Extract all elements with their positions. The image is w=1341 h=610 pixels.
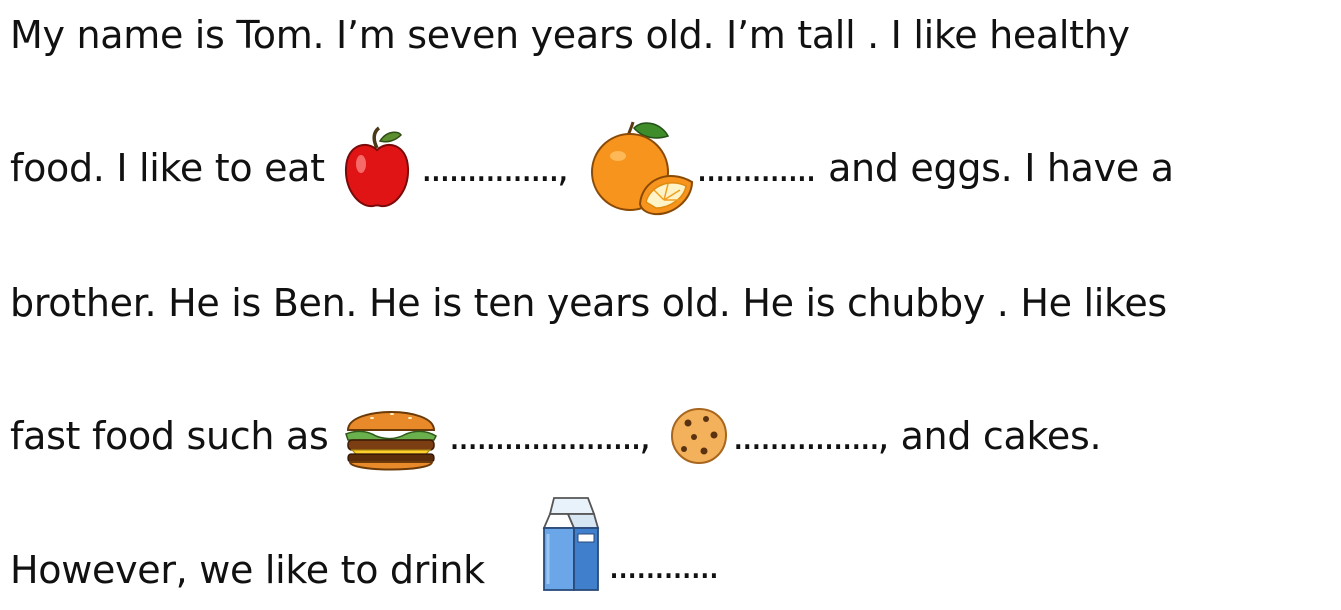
- sentence-line-3: [10, 263, 1333, 343]
- fill-in-blank-2[interactable]: .............: [696, 146, 815, 190]
- fill-in-blank-5[interactable]: ............: [608, 543, 717, 587]
- line-4-end: and cakes.: [900, 414, 1102, 458]
- milk-carton-icon: [538, 494, 604, 594]
- orange-icon: [588, 118, 696, 218]
- sentence-line-2: [10, 128, 1333, 208]
- fill-in-blank-4[interactable]: ................,: [732, 414, 887, 458]
- fill-in-blank-1[interactable]: ...............,: [420, 146, 567, 190]
- line-2-end: and eggs. I have a: [828, 146, 1174, 190]
- sentence-line-4: [10, 396, 1333, 476]
- hamburger-icon: [342, 396, 440, 476]
- line-5-start: However, we like to drink: [10, 548, 485, 592]
- apple-icon: [343, 126, 411, 210]
- sentence-line-1: [10, 0, 1333, 75]
- line-2-start: food. I like to eat: [10, 146, 325, 190]
- line-4-start: fast food such as: [10, 414, 329, 458]
- cookie-icon: [668, 405, 730, 467]
- fill-in-blank-3[interactable]: .....................,: [448, 414, 649, 458]
- line-3-text: brother. He is Ben. He is ten years old. He is chubby . He likes: [10, 281, 1167, 325]
- line-1-text: My name is Tom. I’m seven years old. I’m tall . I like healthy: [10, 13, 1130, 57]
